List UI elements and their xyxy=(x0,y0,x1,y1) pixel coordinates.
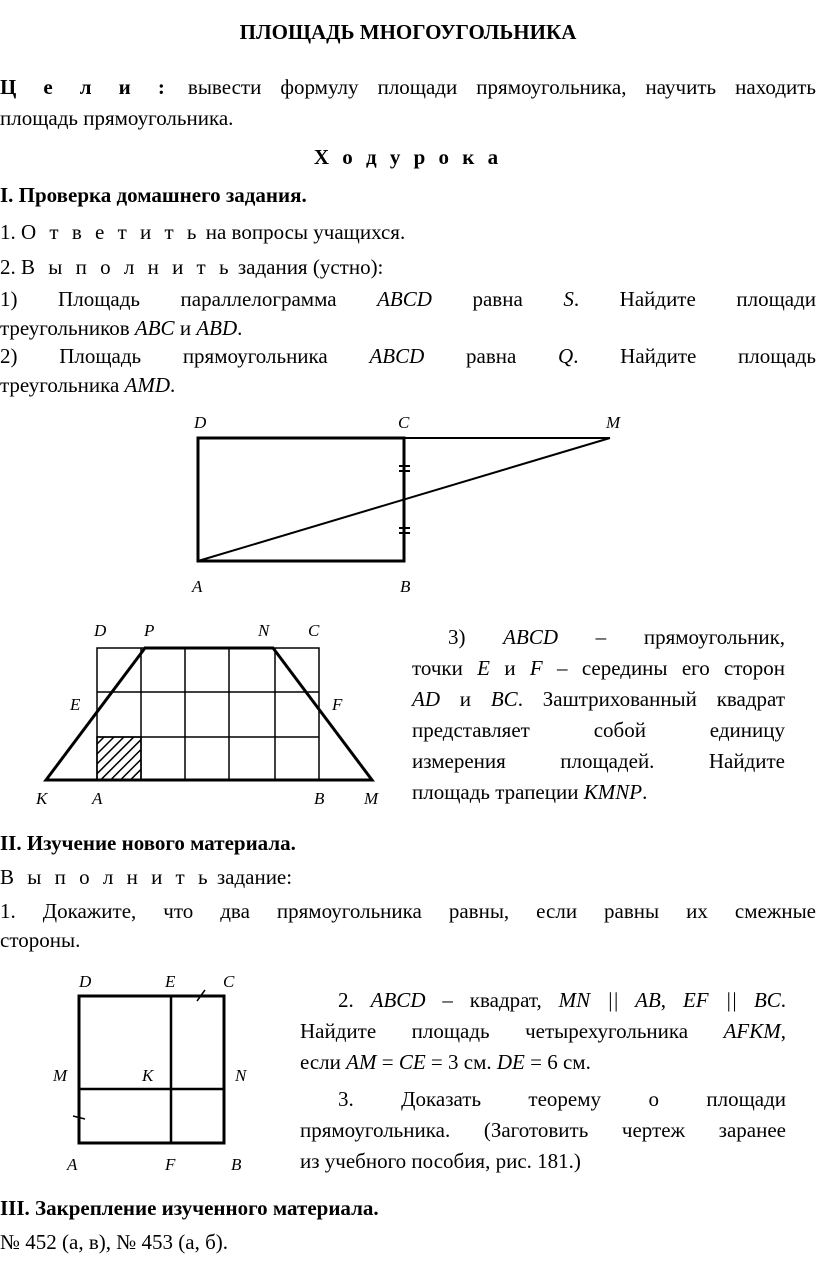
text: . Заштрихованный квадрат xyxy=(517,687,785,711)
math: ABCD xyxy=(377,287,432,311)
section3-line: № 452 (а, в), № 453 (а, б). xyxy=(0,1230,229,1254)
text: 3) xyxy=(448,625,466,649)
label-K: K xyxy=(36,789,48,808)
item3-line3: из учебного пособия, рис. 181.) xyxy=(300,1149,581,1173)
math: BC xyxy=(490,687,518,711)
label-D: D xyxy=(194,413,207,432)
section2-heading: II. Изучение нового материала. xyxy=(0,831,296,855)
text: треугольников xyxy=(0,316,130,340)
label-D: D xyxy=(94,621,107,640)
item2-line2 xyxy=(300,1016,786,1047)
section2-items-block xyxy=(300,985,786,1177)
label-A: A xyxy=(192,577,203,596)
figure-rectangle-triangle xyxy=(170,405,640,600)
text: = 3 см. xyxy=(430,1050,492,1074)
text: задание: xyxy=(216,865,293,889)
text: равна xyxy=(472,287,523,311)
label-D: D xyxy=(79,972,92,991)
goals-text-2: площадь прямоугольника. xyxy=(0,106,234,130)
label-E: E xyxy=(70,695,81,714)
text: и xyxy=(504,656,516,680)
item2-line1 xyxy=(300,985,786,1016)
text: = xyxy=(381,1050,394,1074)
item-text: задания (устно): xyxy=(237,255,384,279)
text: . Найдите площадь xyxy=(573,344,816,368)
label-C: C xyxy=(223,972,235,991)
label-B: B xyxy=(231,1155,242,1174)
label-A: A xyxy=(67,1155,78,1174)
task3-line2 xyxy=(412,653,785,684)
goals-text: вывести формулу площади прямоугольника, научить находить xyxy=(187,75,816,99)
task3-line5: измерения площадей. Найдите xyxy=(412,749,785,773)
label-P: P xyxy=(144,621,155,640)
text: равна xyxy=(466,344,517,368)
item-number: 2. xyxy=(0,255,16,279)
label-F: F xyxy=(165,1155,176,1174)
label-C: C xyxy=(308,621,320,640)
text: – квадрат, xyxy=(442,988,542,1012)
item-number: 1. xyxy=(0,220,16,244)
math: E xyxy=(477,656,490,680)
math: AD xyxy=(412,687,440,711)
math: AM xyxy=(346,1050,377,1074)
task2-line1 xyxy=(0,342,816,371)
math: ABC xyxy=(134,316,175,340)
label-M: M xyxy=(606,413,621,432)
text: , xyxy=(780,1019,786,1043)
figure-trapezoid-grid xyxy=(30,612,400,812)
label-C: C xyxy=(398,413,410,432)
text: если xyxy=(300,1050,341,1074)
math: ABCD xyxy=(503,625,558,649)
section1-heading: I. Проверка домашнего задания. xyxy=(0,183,307,207)
text: . xyxy=(170,373,176,397)
math: AFKM xyxy=(723,1019,781,1043)
item3-line1: 3. Доказать теорему о площади xyxy=(338,1087,786,1111)
label-B: B xyxy=(400,577,411,596)
text: – середины его сторон xyxy=(557,656,786,680)
text: 2. xyxy=(338,988,354,1012)
label-A: A xyxy=(92,789,103,808)
task1-line1 xyxy=(0,285,816,314)
figure-square-division xyxy=(45,965,275,1180)
section3-heading: III. Закрепление изученного материала. xyxy=(0,1196,379,1220)
text: площадь трапеции xyxy=(412,780,579,804)
text: Найдите площадь четырехугольника xyxy=(300,1019,689,1043)
math: CE xyxy=(398,1050,426,1074)
math: ABCD xyxy=(370,988,426,1012)
label-M: M xyxy=(53,1066,68,1085)
goals-line xyxy=(0,73,816,102)
math: KMNP xyxy=(583,780,643,804)
text: 1) Площадь параллелограмма xyxy=(0,287,337,311)
item-text: на вопросы учащихся. xyxy=(205,220,406,244)
math: Q xyxy=(558,344,574,368)
task1-line2 xyxy=(0,314,816,343)
goals-label: Ц е л и : xyxy=(0,75,169,99)
label-B: B xyxy=(314,789,325,808)
spaced-verb: В ы п о л н и т ь xyxy=(21,255,233,279)
text: . xyxy=(642,780,648,804)
math: F xyxy=(529,656,543,680)
math: ABCD xyxy=(369,344,425,368)
section1-item2 xyxy=(0,253,816,282)
text: . Найдите площади xyxy=(573,287,816,311)
section1-item1 xyxy=(0,218,816,247)
task2-line2 xyxy=(0,371,816,400)
math: DE xyxy=(496,1050,525,1074)
task3-line1 xyxy=(412,622,785,653)
text: . xyxy=(237,316,243,340)
task3-line3 xyxy=(412,684,785,715)
task3-block xyxy=(412,622,785,808)
task3-line6 xyxy=(412,777,785,808)
text: . xyxy=(780,988,787,1012)
label-M: M xyxy=(364,789,379,808)
spaced-verb: В ы п о л н и т ь xyxy=(0,865,212,889)
math: ABD xyxy=(196,316,238,340)
text: – прямоугольник, xyxy=(595,625,786,649)
section2-item1-line1: 1. Докажите, что два прямоугольника равны, если равны их смежные xyxy=(0,899,816,923)
label-E: E xyxy=(165,972,176,991)
text: и xyxy=(459,687,472,711)
item3-line2: прямоугольника. (Заготовить чертеж заранее xyxy=(300,1118,786,1142)
math: MN || AB xyxy=(558,988,661,1012)
text: , xyxy=(660,988,667,1012)
spaced-verb: О т в е т и т ь xyxy=(21,220,201,244)
label-F: F xyxy=(332,695,343,714)
label-N: N xyxy=(235,1066,247,1085)
label-K: K xyxy=(142,1066,154,1085)
item2-line3 xyxy=(300,1047,786,1078)
math: EF || BC xyxy=(682,988,781,1012)
text: и xyxy=(179,316,192,340)
math: S xyxy=(563,287,574,311)
math: AMD xyxy=(124,373,171,397)
section2-do xyxy=(0,863,816,892)
page-title: ПЛОЩАДЬ МНОГОУГОЛЬНИКА xyxy=(239,20,577,44)
task3-line4: представляет собой единицу xyxy=(412,718,785,742)
text: 2) Площадь прямоугольника xyxy=(0,344,328,368)
text: точки xyxy=(412,656,463,680)
section2-item1-line2: стороны. xyxy=(0,928,81,952)
label-N: N xyxy=(258,621,270,640)
text: = 6 см. xyxy=(530,1050,591,1074)
text: треугольника xyxy=(0,373,120,397)
lesson-heading: Х о д у р о к а xyxy=(313,145,503,169)
